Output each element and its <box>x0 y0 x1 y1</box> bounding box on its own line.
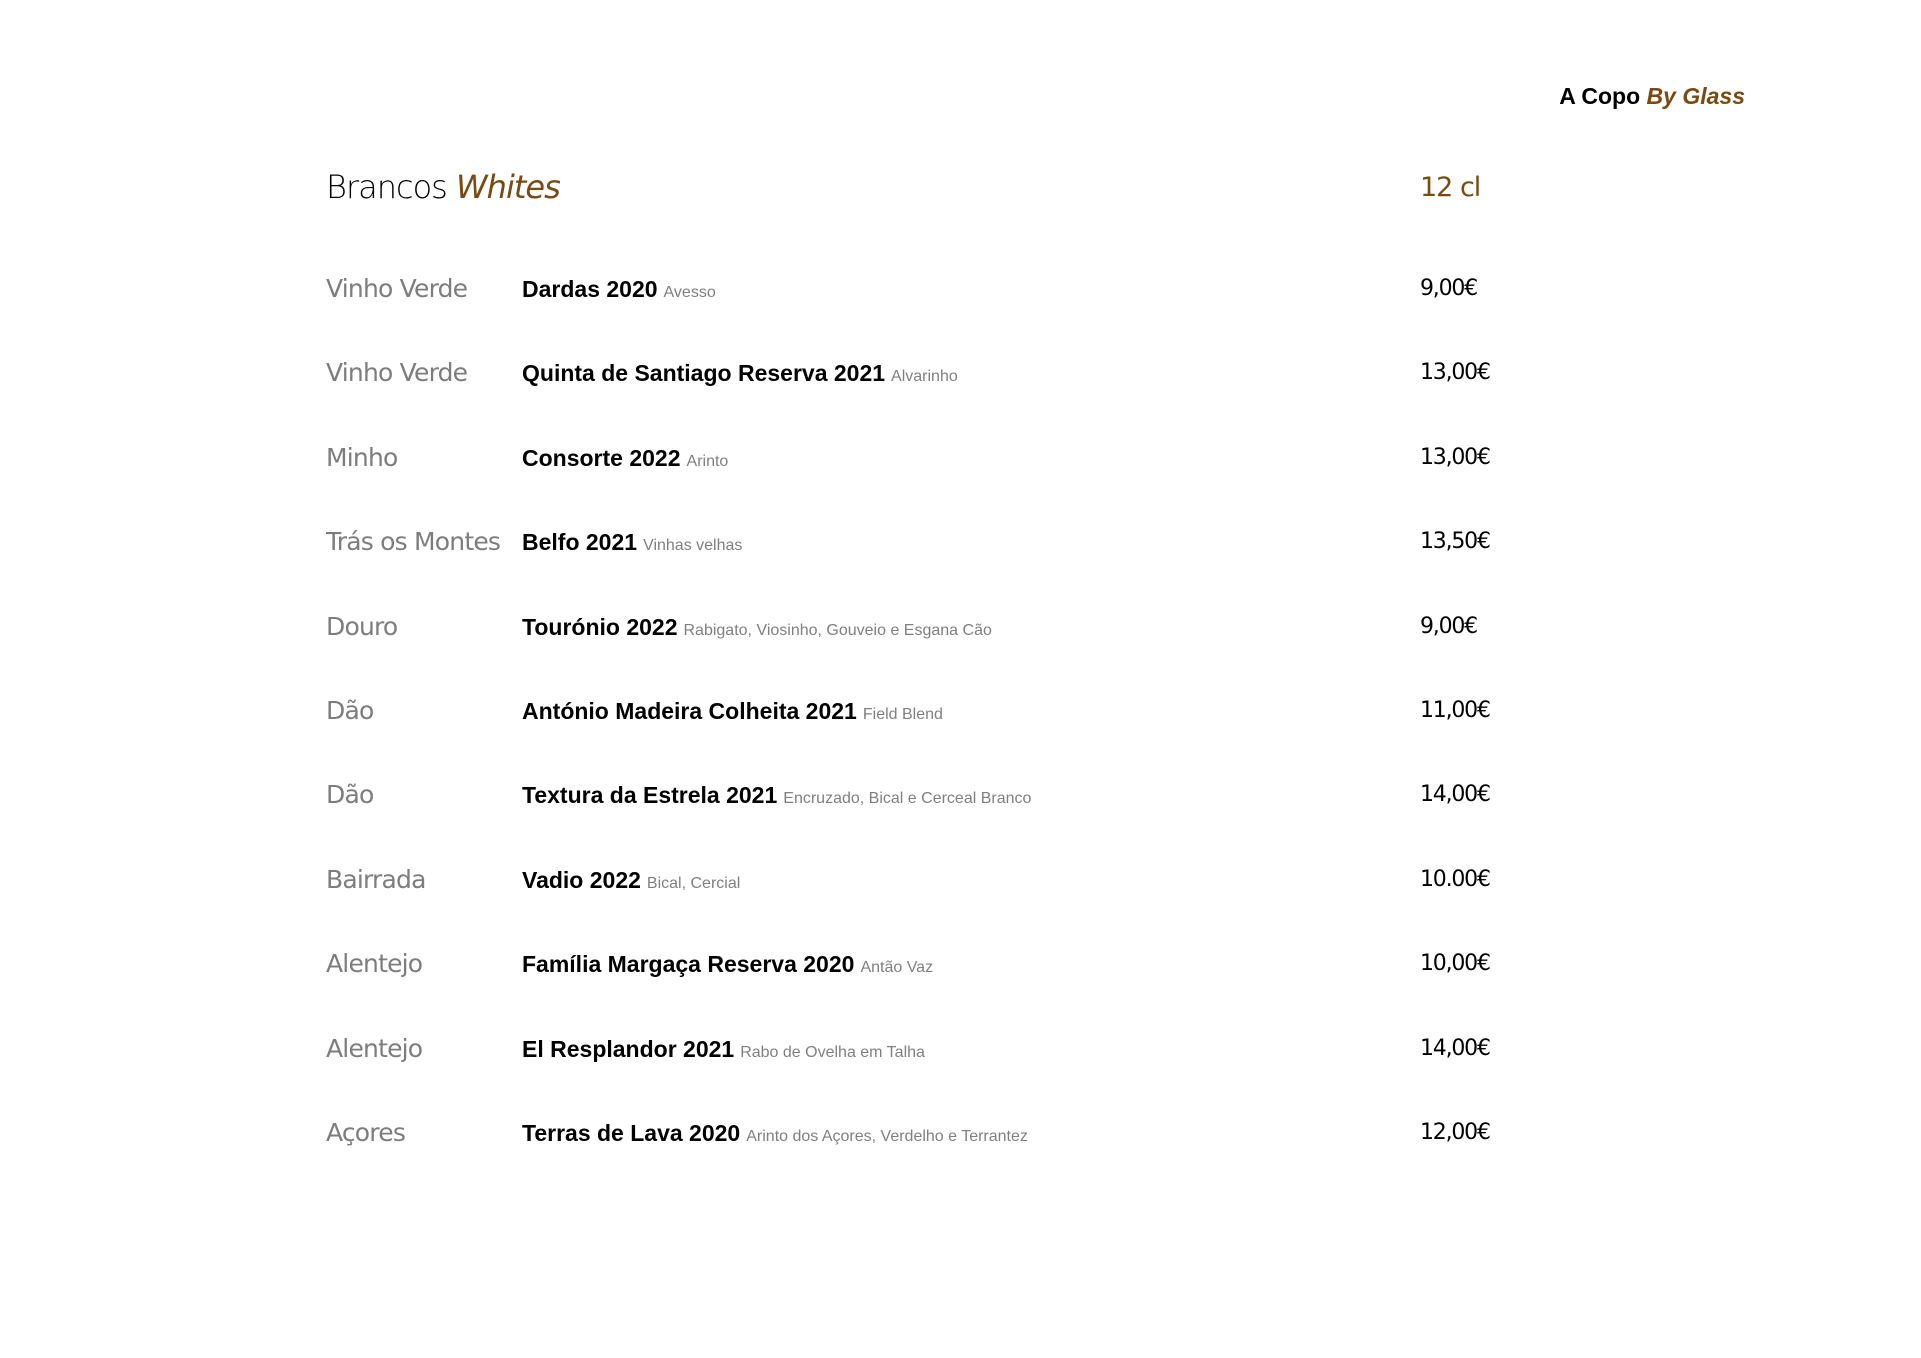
wine-grapes: Vinhas velhas <box>643 537 743 555</box>
wine-region: Dão <box>326 780 374 810</box>
wine-name: António Madeira Colheita 2021 <box>522 697 857 724</box>
wine-name: Terras de Lava 2020 <box>522 1119 741 1146</box>
wine-description <box>522 353 958 397</box>
wine-row <box>0 944 1921 1028</box>
section-title-accent: Whites <box>456 168 560 206</box>
wine-region: Alentejo <box>326 949 423 979</box>
wine-grapes: Field Blend <box>862 705 943 723</box>
wine-price: 14,00€ <box>1420 1035 1490 1061</box>
wine-row <box>0 353 1921 437</box>
wine-region: Vinho Verde <box>326 274 468 303</box>
wine-name: Vadio 2022 <box>522 866 641 893</box>
wine-price: 13,00€ <box>1420 444 1490 470</box>
wine-price: 12,00€ <box>1420 1119 1490 1145</box>
wine-grapes: Alvarinho <box>891 368 958 386</box>
wine-price: 13,00€ <box>1420 360 1490 386</box>
wine-row <box>0 775 1921 859</box>
serving-size-label: 12 cl <box>1420 172 1481 203</box>
section-title <box>326 165 560 209</box>
wine-row <box>0 1113 1921 1197</box>
wine-region: Açores <box>326 1117 406 1147</box>
wine-grapes: Rabo de Ovelha em Talha <box>740 1043 925 1061</box>
wine-name: Textura da Estrela 2021 <box>522 782 778 809</box>
wine-grapes: Bical, Cercial <box>646 874 741 892</box>
wine-grapes: Antão Vaz <box>860 959 934 977</box>
wine-price: 10,00€ <box>1420 951 1490 977</box>
wine-price: 11,00€ <box>1420 697 1490 723</box>
wine-description <box>522 691 943 735</box>
wine-region: Dão <box>326 695 374 725</box>
wine-row <box>0 269 1921 353</box>
wine-region: Alentejo <box>326 1033 423 1063</box>
wine-description <box>522 269 716 313</box>
wine-row <box>0 860 1921 944</box>
wine-name: Dardas 2020 <box>522 276 658 302</box>
wine-price: 10.00€ <box>1420 866 1490 892</box>
wine-price: 9,00€ <box>1420 276 1477 301</box>
section-title-main: Brancos <box>326 168 447 206</box>
wine-row <box>0 1029 1921 1113</box>
wine-region: Douro <box>326 611 398 641</box>
wine-description <box>522 860 740 904</box>
wine-name: El Resplandor 2021 <box>522 1035 735 1062</box>
wine-description <box>522 775 1031 819</box>
wine-grapes: Encruzado, Bical e Cerceal Branco <box>783 790 1032 808</box>
wine-row <box>0 607 1921 691</box>
wine-price: 13,50€ <box>1420 529 1490 555</box>
wine-name: Consorte 2022 <box>522 444 681 471</box>
wine-grapes: Rabigato, Viosinho, Gouveio e Esgana Cão <box>683 621 992 639</box>
wine-price: 9,00€ <box>1420 613 1477 639</box>
wine-region: Bairrada <box>326 864 426 894</box>
wine-row <box>0 438 1921 522</box>
wine-grapes: Avesso <box>663 284 716 301</box>
wine-description <box>522 1113 1028 1157</box>
wine-description <box>522 607 992 651</box>
header-label-accent: By Glass <box>1646 83 1745 109</box>
wine-grapes: Arinto <box>686 452 729 470</box>
wine-list <box>0 269 1921 1197</box>
wine-region: Trás os Montes <box>326 527 501 557</box>
wine-region: Minho <box>326 442 398 472</box>
wine-description <box>522 1029 925 1073</box>
wine-name: Família Margaça Reserva 2020 <box>522 951 855 978</box>
wine-region: Vinho Verde <box>326 358 468 388</box>
header-label: A Copo <box>1559 83 1641 109</box>
wine-name: Tourónio 2022 <box>522 613 678 640</box>
wine-name: Belfo 2021 <box>522 529 638 556</box>
wine-grapes: Arinto dos Açores, Verdelho e Terrantez <box>746 1127 1028 1145</box>
wine-name: Quinta de Santiago Reserva 2021 <box>522 360 886 387</box>
wine-price: 14,00€ <box>1420 782 1490 808</box>
wine-row <box>0 522 1921 606</box>
wine-description <box>522 438 728 482</box>
wine-description <box>522 522 742 566</box>
wine-row <box>0 691 1921 775</box>
wine-description <box>522 944 933 988</box>
page-header <box>1559 80 1745 112</box>
